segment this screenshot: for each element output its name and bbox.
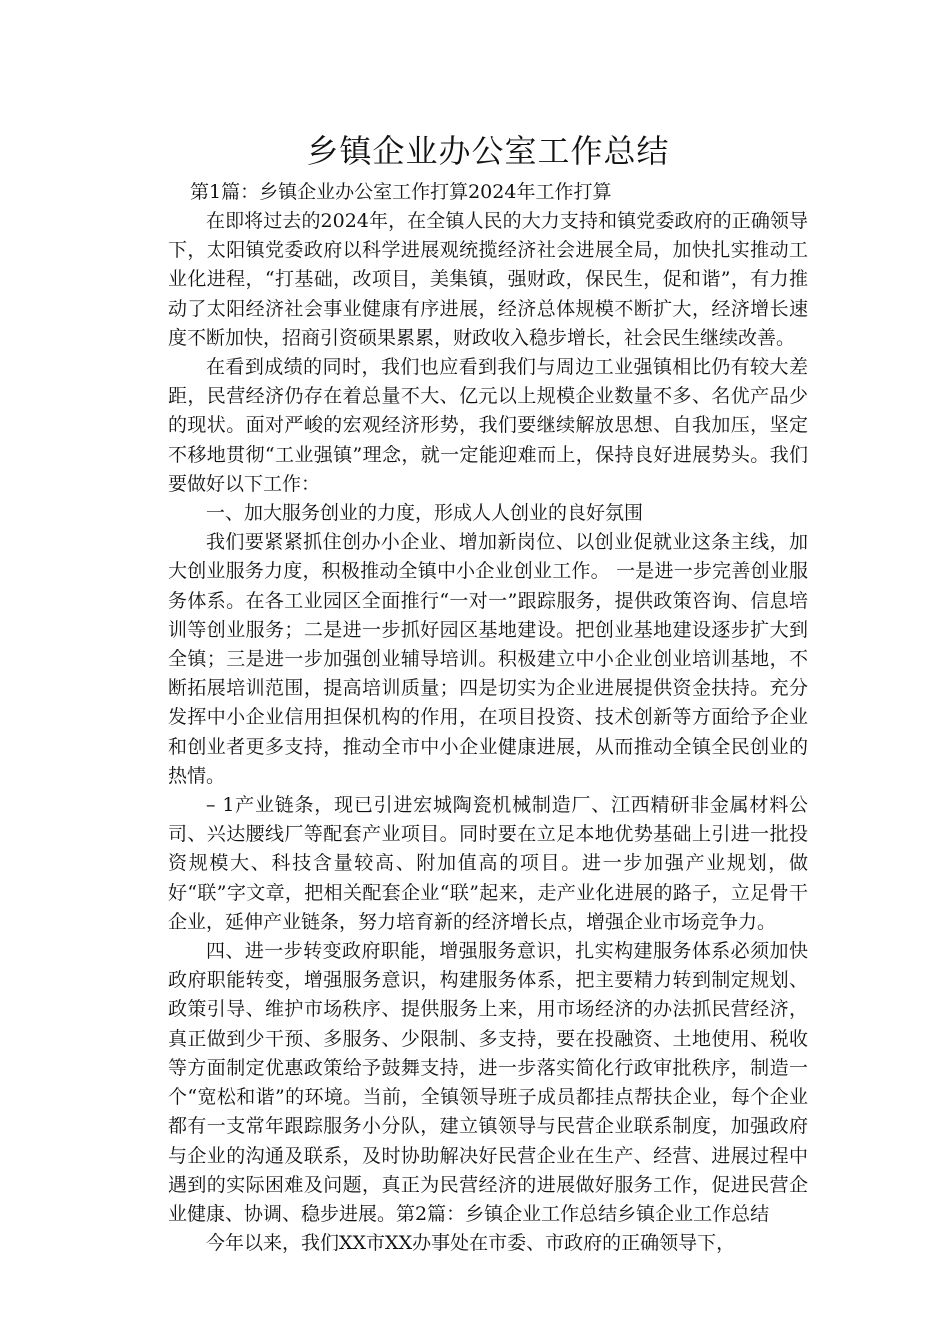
document-page	[168, 128, 808, 1258]
paragraph-3: 我们要紧紧抓住创办小企业、增加新岗位、以创业促就业这条主线，加大创业服务力度，积极推动全镇中小企业创业工作。 一是进一步完善创业服务体系。在各工业园区全面推行“一对一”跟踪服务，提供政策咨询、信息培训等创业服务；二是进一步抓好园区基地建设。把创业基地建设逐步扩大到全镇；三是进一步加强创业辅导培训。积极建立中小企业创业培训基地，不断拓展培训范围，提高培训质量；四是切实为企业进展提供资金扶持。充分发挥中小企业信用担保机构的作用，在项目投资、技术创新等方面给予企业和创业者更多支持，推动全市中小企业健康进展，从而推动全镇全民创业的热情。	[168, 531, 808, 787]
document-subtitle: 第1篇：乡镇企业办公室工作打算2024年工作打算	[190, 181, 612, 203]
paragraph-1: 在即将过去的2024年，在全镇人民的大力支持和镇党委政府的正确领导下，太阳镇党委政府以科学进展观统揽经济社会进展全局，加快扎实推动工业化进程，“打基础，改项目，美集镇，强财政，保民生，促和谐”，有力推动了太阳经济社会事业健康有序进展，经济总体规模不断扩大，经济增长速度不断加快，招商引资硕果累累，财政收入稳步增长，社会民生继续改善。	[168, 210, 808, 349]
paragraph-2: 在看到成绩的同时，我们也应看到我们与周边工业强镇相比仍有较大差距，民营经济仍存在着总量不大、亿元以上规模企业数量不多、名优产品少的现状。面对严峻的宏观经济形势，我们要继续解放思想、自我加压，坚定不移地贯彻“工业强镇”理念，就一定能迎难而上，保持良好进展势头。我们要做好以下工作：	[168, 356, 808, 495]
document-title: 乡镇企业办公室工作总结	[306, 132, 670, 170]
paragraph-4: – 1产业链条，现已引进宏城陶瓷机械制造厂、江西精研非金属材料公司、兴达腰线厂等配套产业项目。同时要在立足本地优势基础上引进一批投资规模大、科技含量较高、附加值高的项目。进一步加强产业规划，做好“联”字文章，把相关配套企业“联”起来，走产业化进展的路子，立足骨干企业，延伸产业链条，努力培育新的经济增长点，增强企业市场竞争力。	[168, 794, 808, 933]
section-heading-1: 一、加大服务创业的力度，形成人人创业的良好氛围	[206, 502, 644, 525]
paragraph-6: 今年以来，我们XX市XX办事处在市委、市政府的正确领导下，	[206, 1232, 736, 1255]
paragraph-5: 四、进一步转变政府职能，增强服务意识，扎实构建服务体系必须加快政府职能转变，增强服务意识，构建服务体系，把主要精力转到制定规划、政策引导、维护市场秩序、提供服务上来，用市场经济的办法抓民营经济，真正做到少干预、多服务、少限制、多支持，要在投融资、土地使用、税收等方面制定优惠政策给予鼓舞支持，进一步落实简化行政审批秩序，制造一个“宽松和谐”的环境。当前，全镇领导班子成员都挂点帮扶企业，每个企业都有一支常年跟踪服务小分队，建立镇领导与民营企业联系制度，加强政府与企业的沟通及联系，及时协助解决好民营企业在生产、经营、进展过程中遇到的实际困难及问题，真正为民营经济的进展做好服务工作，促进民营企业健康、协调、稳步进展。第2篇：乡镇企业工作总结乡镇企业工作总结	[168, 940, 808, 1225]
